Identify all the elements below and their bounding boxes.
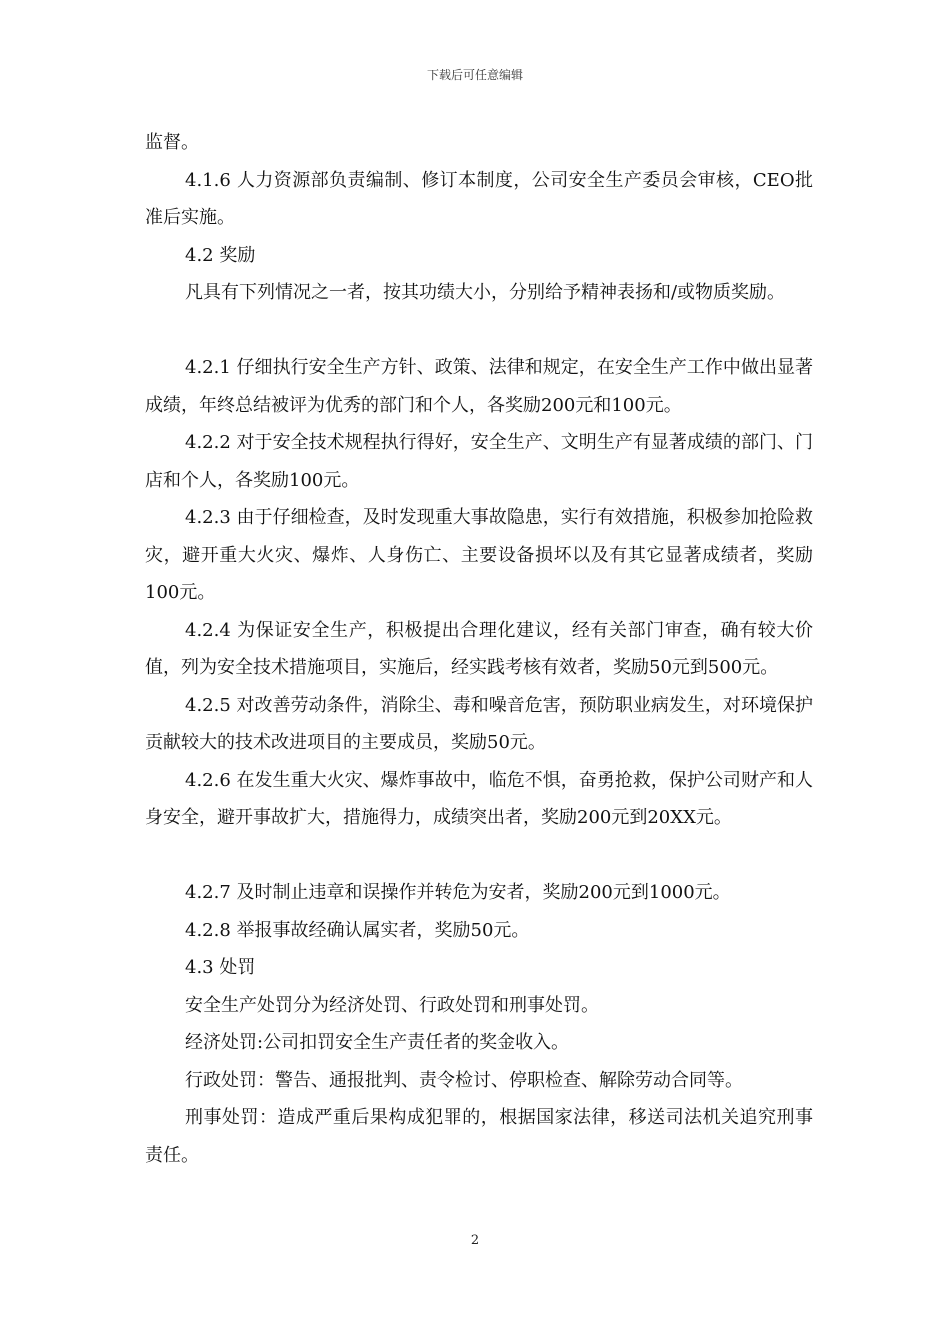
blank-line xyxy=(145,837,813,875)
paragraph-4-2-7: 4.2.7 及时制止违章和误操作并转危为安者，奖励200元到1000元。 xyxy=(185,882,731,903)
section-heading-4-2: 4.2 奖励 xyxy=(185,244,256,266)
paragraph-economic-penalty: 经济处罚:公司扣罚安全生产责任者的奖金收入。 xyxy=(185,1032,570,1053)
paragraph-4-2-1: 4.2.1 仔细执行安全生产方针、政策、法律和规定，在安全生产工作中做出显著成绩，年终总结被评为优秀的部门和个人，各奖励200元和100元。 xyxy=(145,357,813,416)
paragraph-4-2-5: 4.2.5 对改善劳动条件，消除尘、毒和噪音危害，预防职业病发生，对环境保护贡献较大的技术改进项目的主要成员，奖励50元。 xyxy=(145,694,813,753)
paragraph-4-2-2: 4.2.2 对于安全技术规程执行得好，安全生产、文明生产有显著成绩的部门、门店和个人，各奖励100元。 xyxy=(145,432,813,491)
paragraph-penalty-types: 安全生产处罚分为经济处罚、行政处罚和刑事处罚。 xyxy=(185,994,599,1016)
paragraph-4-2-6: 4.2.6 在发生重大火灾、爆炸事故中，临危不惧，奋勇抢救，保护公司财产和人身安全，避开事故扩大，措施得力，成绩突出者，奖励200元到20XX元。 xyxy=(145,769,813,828)
paragraph-4-2-4: 4.2.4 为保证安全生产，积极提出合理化建议，经有关部门审查，确有较大价值，列为安全技术措施项目，实施后，经实践考核有效者，奖励50元到500元。 xyxy=(145,619,813,678)
paragraph-criminal-penalty: 刑事处罚：造成严重后果构成犯罪的，根据国家法律，移送司法机关追究刑事责任。 xyxy=(145,1107,813,1166)
page-number: 2 xyxy=(470,1233,480,1248)
paragraph-administrative-penalty: 行政处罚：警告、通报批判、责令检讨、停职检查、解除劳动合同等。 xyxy=(185,1069,743,1091)
paragraph-continuation: 监督。 xyxy=(145,132,199,153)
page-header: 下载后可任意编辑 xyxy=(426,68,523,82)
paragraph-reward-intro: 凡具有下列情况之一者，按其功绩大小，分别给予精神表扬和/或物质奖励。 xyxy=(185,282,786,303)
paragraph-4-2-8: 4.2.8 举报事故经确认属实者，奖励50元。 xyxy=(185,919,530,941)
document-body xyxy=(145,124,813,1174)
blank-line xyxy=(145,312,813,350)
paragraph-4-1-6: 4.1.6 人力资源部负责编制、修订本制度，公司安全生产委员会审核，CEO批准后实施。 xyxy=(145,169,813,228)
paragraph-4-2-3: 4.2.3 由于仔细检查，及时发现重大事故隐患，实行有效措施，积极参加抢险救灾，避开重大火灾、爆炸、人身伤亡、主要设备损坏以及有其它显著成绩者，奖励100元。 xyxy=(145,507,813,603)
section-heading-4-3: 4.3 处罚 xyxy=(185,957,256,978)
